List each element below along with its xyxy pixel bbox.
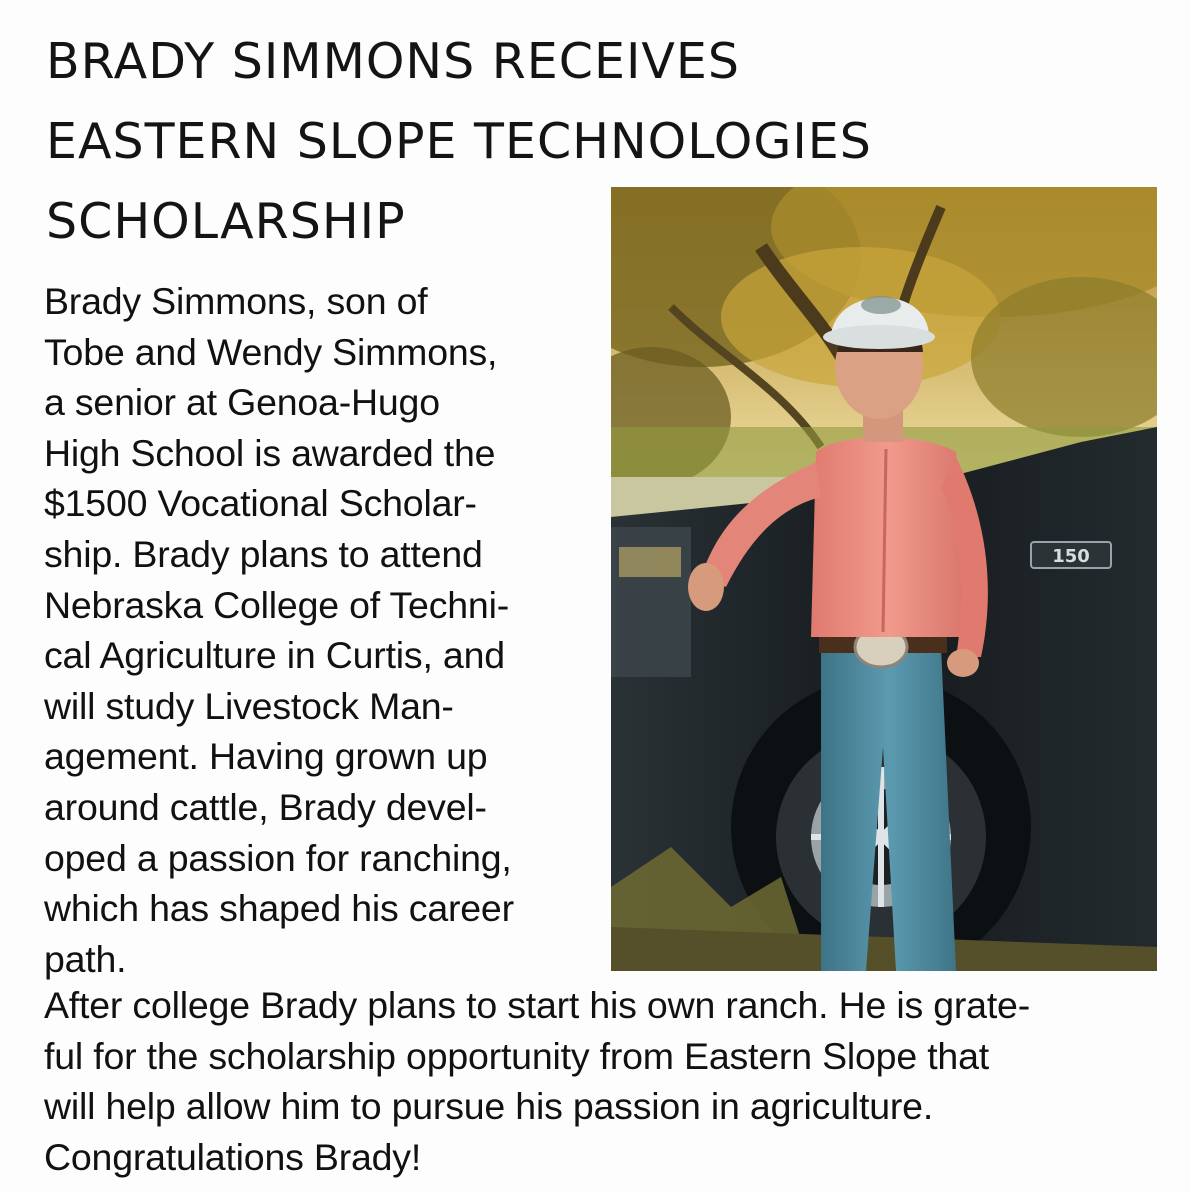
body-line: ful for the scholarship opportunity from Eastern Slope that — [44, 1034, 989, 1077]
headline-line-1: BRADY SIMMONS RECEIVES — [46, 33, 740, 90]
article-body-closing — [44, 980, 1164, 1182]
body-line: cal Agriculture in Curtis, and — [44, 634, 505, 677]
body-line: Brady Simmons, son of — [44, 280, 428, 322]
body-line: agement. Having grown up — [44, 735, 488, 778]
body-line: After college Brady plans to start his own ranch. He is grate- — [44, 984, 1030, 1026]
headline-line-2: EASTERN SLOPE TECHNOLOGIES — [46, 113, 872, 170]
body-line: a senior at Genoa-Hugo — [44, 381, 440, 424]
truck-badge: 150 — [1052, 546, 1090, 567]
body-line: Nebraska College of Techni- — [44, 583, 509, 626]
portrait-illustration — [611, 187, 1157, 971]
body-line: High School is awarded the — [44, 431, 496, 474]
body-line: $1500 Vocational Scholar- — [44, 482, 477, 525]
headline-line-3: SCHOLARSHIP — [46, 193, 406, 250]
body-line: Tobe and Wendy Simmons, — [44, 330, 498, 373]
article-body-column — [44, 276, 604, 984]
body-line: path. — [44, 937, 127, 980]
body-line: around cattle, Brady devel- — [44, 785, 487, 828]
student-portrait-photo — [611, 187, 1157, 971]
body-line: will help allow him to pursue his passion in agriculture. — [44, 1085, 934, 1128]
body-line: ship. Brady plans to attend — [44, 532, 483, 575]
body-line: will study Livestock Man- — [44, 684, 454, 727]
body-line: Congratulations Brady! — [44, 1135, 422, 1178]
body-line: oped a passion for ranching, — [44, 836, 512, 879]
body-line: which has shaped his career — [44, 887, 514, 930]
